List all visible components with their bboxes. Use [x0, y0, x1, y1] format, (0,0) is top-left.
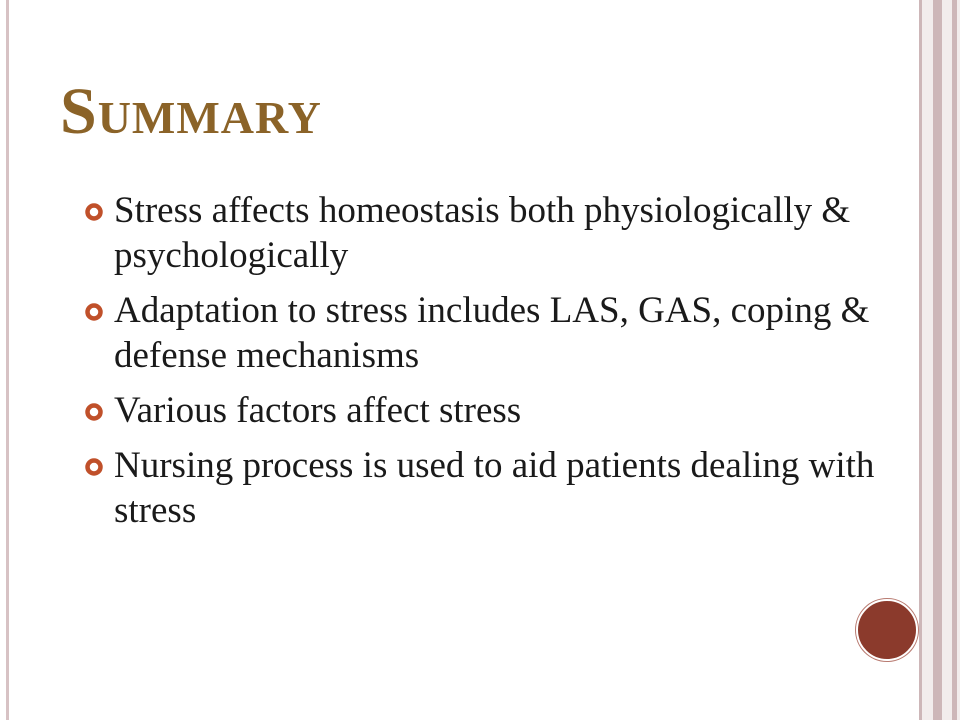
slide-title: Summary	[60, 75, 322, 148]
right-border-line	[933, 0, 942, 720]
bullet-list	[84, 188, 904, 543]
left-border-line	[6, 0, 9, 720]
bullet-text: Nursing process is used to aid patients dealing with stress	[114, 445, 875, 531]
bullet-item	[84, 388, 904, 433]
bullet-item	[84, 188, 904, 278]
bullet-text: Various factors affect stress	[114, 390, 522, 431]
bullet-text: Adaptation to stress includes LAS, GAS, coping & defense mechanisms	[114, 290, 870, 376]
ring-bullet-icon	[84, 202, 104, 222]
right-border-line	[952, 0, 957, 720]
ring-bullet-icon	[84, 457, 104, 477]
circle-icon	[856, 599, 918, 661]
bullet-item	[84, 443, 904, 533]
ring-bullet-icon	[84, 302, 104, 322]
ring-bullet-icon	[84, 402, 104, 422]
bullet-item	[84, 288, 904, 378]
right-border-line	[919, 0, 922, 720]
bullet-text: Stress affects homeostasis both physiologically & psychologically	[114, 190, 851, 276]
